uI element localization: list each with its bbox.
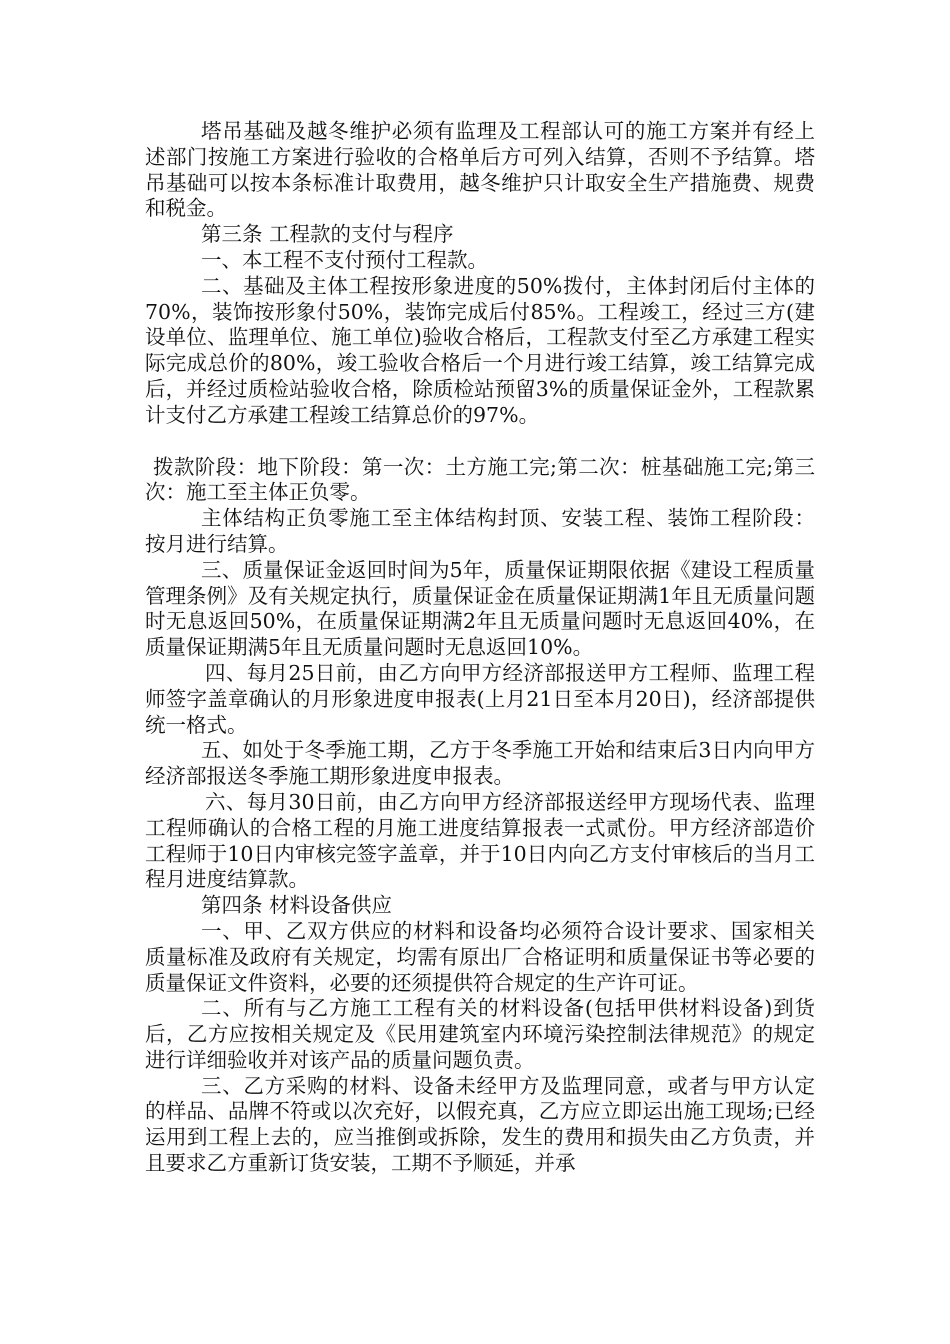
paragraph-tower-crane: 塔吊基础及越冬维护必须有监理及工程部认可的施工方案并有经上述部门按施工方案进行验收的合格单后方可列入结算，否则不予结算。塔吊基础可以按本条标准计取费用，越冬维护只计取安全生产措施费、规费和税金。 [145,119,815,221]
paragraph-payment-stages: 拨款阶段：地下阶段：第一次：土方施工完;第二次：桩基础施工完;第三次：施工至主体正负零。 [145,454,815,505]
paragraph-3-2: 二、基础及主体工程按形象进度的50%拨付，主体封闭后付主体的70%，装饰按形象付50%，装饰完成后付85%。工程竣工，经过三方(建设单位、监理单位、施工单位)验收合格后，工程款支付至乙方承建工程实际完成总价的80%，竣工验收合格后一个月进行竣工结算，竣工结算完成后，并经过质检站验收合格，除质检站预留3%的质量保证金外，工程款累计支付乙方承建工程竣工结算总价的97%。 [145,273,815,427]
article-heading-3: 第三条 工程款的支付与程序 [201,222,454,247]
paragraph-3-6: 六、每月30日前，由乙方向甲方经济部报送经甲方现场代表、监理工程师确认的合格工程的月施工进度结算报表一式贰份。甲方经济部造价工程师于10日内审核完签字盖章，并于10日内向乙方支付审核后的当月工程月进度结算款。 [145,789,815,892]
blank-line [145,429,815,455]
paragraph-4-3: 三、乙方采购的材料、设备未经甲方及监理同意，或者与甲方认定的样品、品牌不符或以次充好，以假充真，乙方应立即运出施工现场;已经运用到工程上去的，应当推倒或拆除，发生的费用和损失由乙方负责，并且要求乙方重新订货安装，工期不予顺延，并承 [145,1073,815,1176]
paragraph-3-4: 四、每月25日前，由乙方向甲方经济部报送甲方工程师、监理工程师签字盖章确认的月形象进度申报表(上月21日至本月20日)，经济部提供统一格式。 [145,660,815,737]
paragraph-4-1: 一、甲、乙双方供应的材料和设备均必须符合设计要求、国家相关质量标准及政府有关规定，均需有原出厂合格证明和质量保证书等必要的质量保证文件资料，必要的还须提供符合规定的生产许可证。 [145,918,815,995]
paragraph-4-2: 二、所有与乙方施工工程有关的材料设备(包括甲供材料设备)到货后，乙方应按相关规定及《民用建筑室内环境污染控制法律规范》的规定进行详细验收并对该产品的质量问题负责。 [145,996,815,1072]
article-heading-4: 第四条 材料设备供应 [201,893,393,918]
paragraph-3-1: 一、本工程不支付预付工程款。 [201,247,488,272]
paragraph-3-5: 五、如处于冬季施工期，乙方于冬季施工开始和结束后3日内向甲方经济部报送冬季施工期形象进度申报表。 [145,738,815,789]
paragraph-3-3: 三、质量保证金返回时间为5年，质量保证期限依据《建设工程质量管理条例》及有关规定执行，质量保证金在质量保证期满1年且无质量问题时无息返回50%，在质量保证期满2年且无质量问题时无息返回40%，在质量保证期满5年且无质量问题时无息返回10%。 [145,557,815,660]
document-body [145,119,815,1177]
paragraph-monthly-settlement: 主体结构正负零施工至主体结构封顶、安装工程、装饰工程阶段：按月进行结算。 [145,506,815,556]
